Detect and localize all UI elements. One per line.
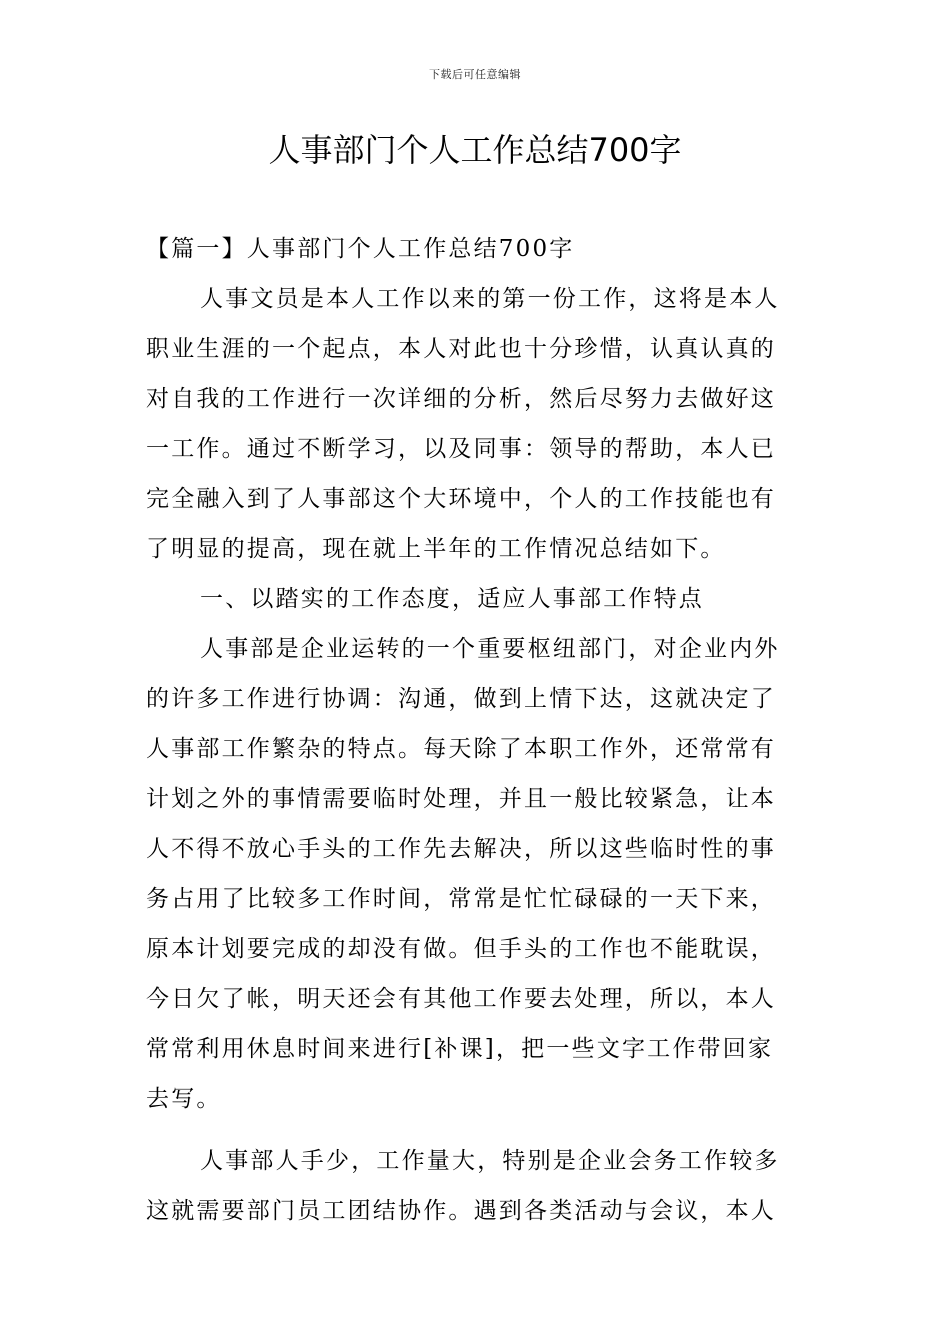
paragraph-line: 对自我的工作进行一次详细的分析，然后尽努力去做好这 [146, 386, 776, 412]
paragraph-line: 计划之外的事情需要临时处理，并且一般比较紧急，让本 [146, 786, 776, 812]
paragraph-line: 人事文员是本人工作以来的第一份工作，这将是本人 [200, 286, 780, 312]
paragraph-line: 职业生涯的一个起点，本人对此也十分珍惜，认真认真的 [146, 336, 776, 362]
subsection-heading: 一、以踏实的工作态度，适应人事部工作特点 [200, 586, 704, 612]
document-body [146, 224, 808, 1236]
paragraph-gap [146, 1124, 808, 1136]
paragraph-line: 这就需要部门员工团结协作。遇到各类活动与会议，本人 [146, 1198, 776, 1224]
paragraph-line: 完全融入到了人事部这个大环境中，个人的工作技能也有 [146, 486, 776, 512]
paragraph-line: 常常利用休息时间来进行[补课]，把一些文字工作带回家 [146, 1036, 774, 1062]
header-note: 下载后可任意编辑 [429, 68, 521, 81]
paragraph-line: 务占用了比较多工作时间，常常是忙忙碌碌的一天下来， [146, 886, 776, 912]
document-title: 人事部门个人工作总结700字 [268, 131, 682, 169]
paragraph-line: 一工作。通过不断学习，以及同事：领导的帮助，本人已 [146, 436, 776, 462]
section-heading: 【篇一】人事部门个人工作总结700字 [146, 236, 575, 262]
paragraph-line: 人事部工作繁杂的特点。每天除了本职工作外，还常常有 [146, 736, 776, 762]
paragraph-line: 的许多工作进行协调：沟通，做到上情下达，这就决定了 [146, 686, 776, 712]
paragraph-line: 去写。 [146, 1086, 222, 1112]
paragraph-line: 了明显的提高，现在就上半年的工作情况总结如下。 [146, 536, 726, 562]
paragraph-line: 人事部人手少，工作量大，特别是企业会务工作较多 [200, 1148, 780, 1174]
paragraph-line: 人不得不放心手头的工作先去解决，所以这些临时性的事 [146, 836, 776, 862]
paragraph-line: 今日欠了帐，明天还会有其他工作要去处理，所以，本人 [146, 986, 776, 1012]
paragraph-line: 原本计划要完成的却没有做。但手头的工作也不能耽误， [146, 936, 776, 962]
paragraph-line: 人事部是企业运转的一个重要枢纽部门，对企业内外 [200, 636, 780, 662]
